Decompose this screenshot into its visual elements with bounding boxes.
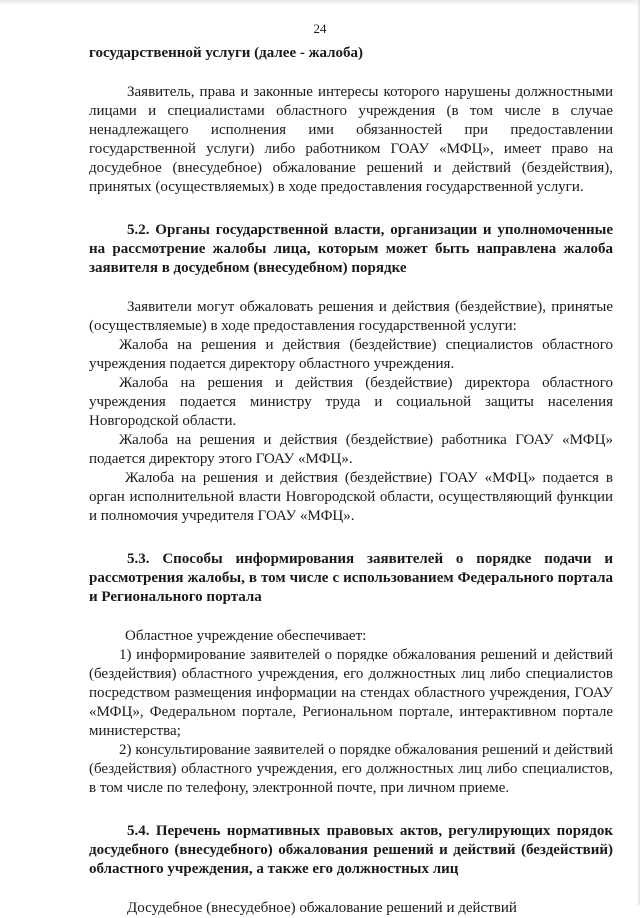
paragraph-consulting: 2) консультирование заявителей о порядке обжалования решений и действий (бездействия) областного учреждения, его должностных лиц либо специалистов, в том числе по телефону, электронной почте, при личном приеме. bbox=[89, 742, 613, 796]
document-body bbox=[89, 44, 613, 918]
heading-5-3: 5.3. Способы информирования заявителей о порядке подачи и рассмотрения жалобы, в том числе с использованием Федерального портала и Регионального портала bbox=[89, 551, 613, 605]
heading-5-4: 5.4. Перечень нормативных правовых актов, регулирующих порядок досудебного (внесудебного) обжалования решений и действий (бездействий) областного учреждения, а также его должностных лиц bbox=[89, 823, 613, 877]
paragraph-appeal-mfc-worker: Жалоба на решения и действия (бездействие) работника ГОАУ «МФЦ» подается директору этого ГОАУ «МФЦ». bbox=[89, 432, 613, 467]
scan-top-edge bbox=[0, 0, 640, 6]
page-number: 24 bbox=[313, 21, 327, 36]
paragraph-appeal-director: Жалоба на решения и действия (бездействие) директора областного учреждения подается министру труда и социальной защиты населения Новгородской области. bbox=[89, 375, 613, 429]
paragraph-appeal-intro: Заявители могут обжаловать решения и действия (бездействие), принятые (осуществляемые) в ходе предоставления государственной услуги: bbox=[89, 299, 613, 334]
paragraph-pretrial-appeal: Досудебное (внесудебное) обжалование решений и действий bbox=[127, 900, 517, 916]
paragraph-appeal-specialists: Жалоба на решения и действия (бездействие) специалистов областного учреждения подается директору областного учреждения. bbox=[89, 337, 613, 372]
paragraph-institution-provides: Областное учреждение обеспечивает: bbox=[125, 628, 367, 644]
paragraph-appeal-mfc: Жалоба на решения и действия (бездействие) ГОАУ «МФЦ» подается в орган исполнительной власти Новгородской области, осуществляющий функции и полномочия учредителя ГОАУ «МФЦ». bbox=[89, 470, 613, 524]
section-heading-continuation: государственной услуги (далее - жалоба) bbox=[89, 45, 364, 61]
heading-5-2: 5.2. Органы государственной власти, организации и уполномоченные на рассмотрение жалобы лица, которым может быть направлена жалоба заявителя в досудебном (внесудебном) порядке bbox=[89, 222, 613, 276]
paragraph-informing: 1) информирование заявителей о порядке обжалования решений и действий (бездействия) областного учреждения, его должностных лиц либо специалистов посредством размещения информации на стендах областного учреждения, ГОАУ «МФЦ», Федеральном портале, Региональном портале, интерактивном портале министерства; bbox=[89, 647, 613, 739]
paragraph-applicant-rights: Заявитель, права и законные интересы которого нарушены должностными лицами и специалистами областного учреждения (в том числе в случае ненадлежащего исполнения ими обязанностей при предоставлении государственной услуги) либо работником ГОАУ «МФЦ», имеет право на досудебное (внесудебное) обжалование решений и действий (бездействия), принятых (осуществляемых) в ходе предоставления государственной услуги. bbox=[89, 84, 613, 195]
